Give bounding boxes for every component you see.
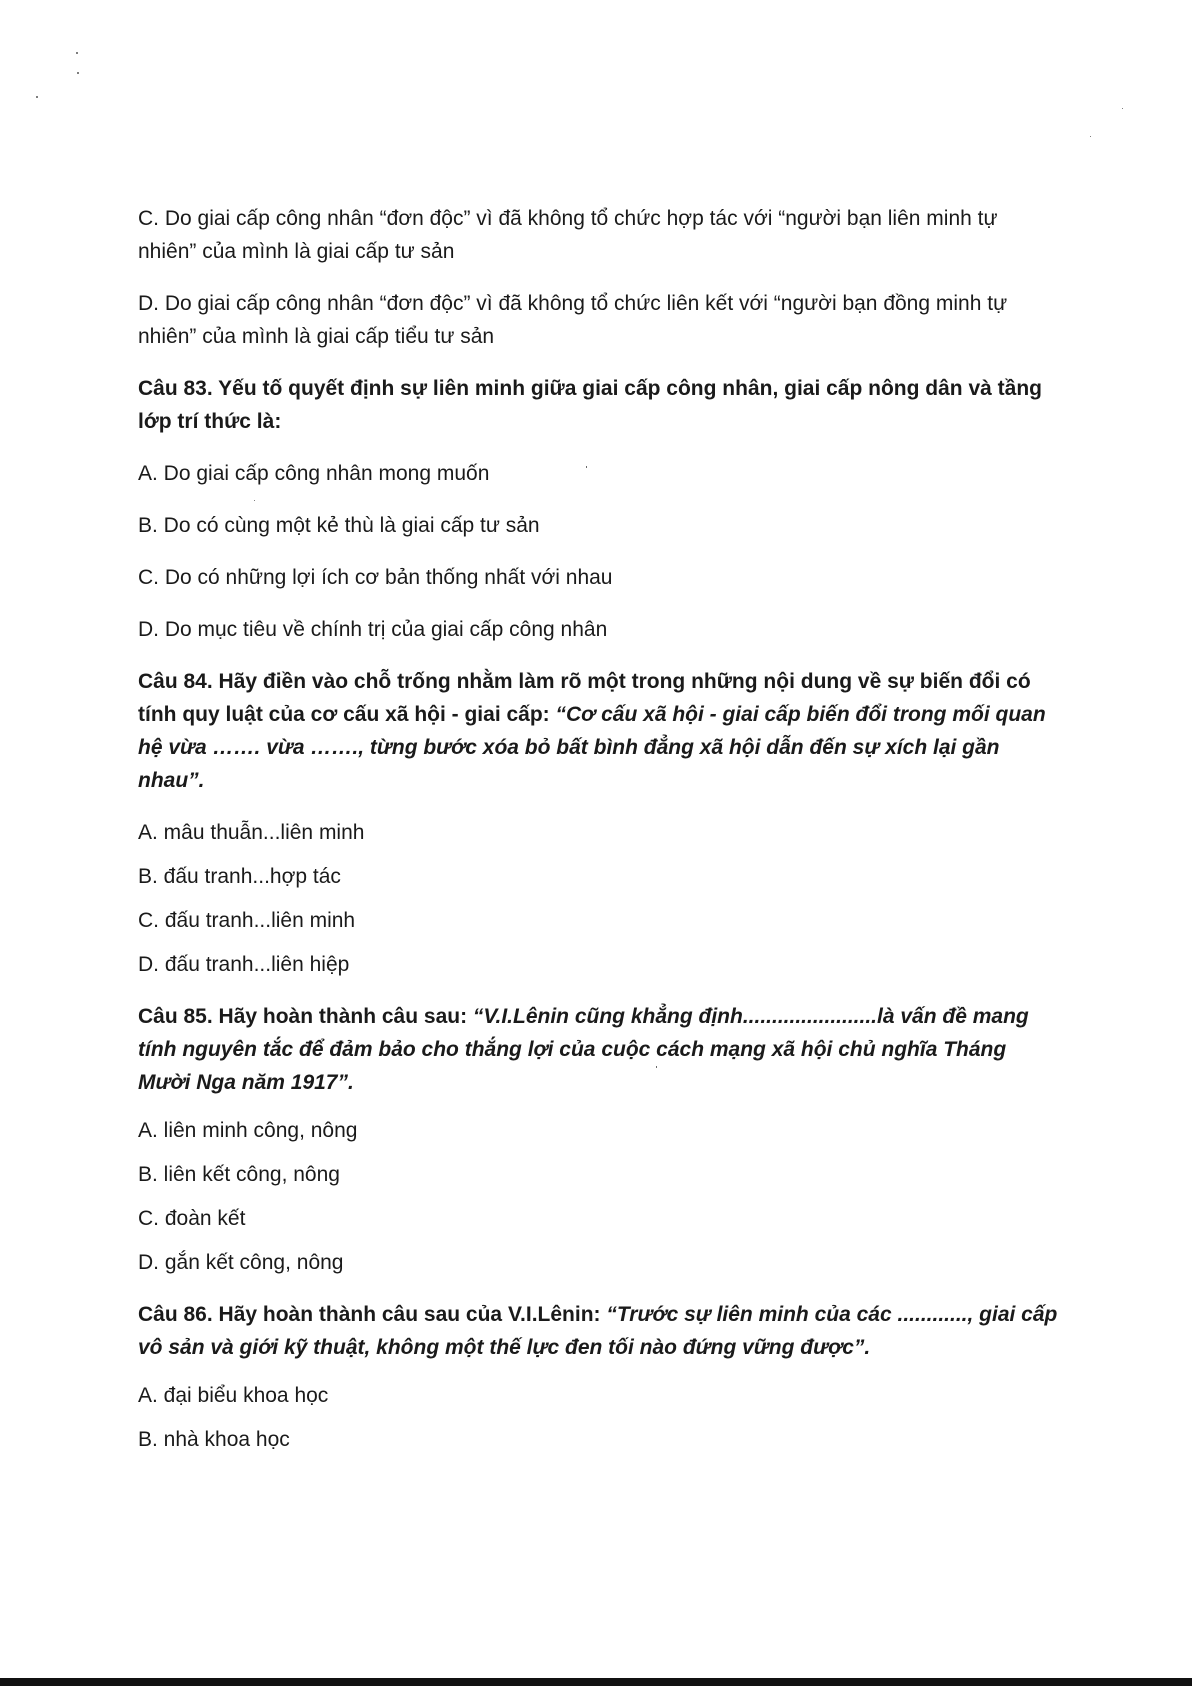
document-body bbox=[138, 202, 1060, 1467]
q83-option-d: D. Do mục tiêu về chính trị của giai cấp công nhân bbox=[138, 618, 608, 641]
q85-option-b: B. liên kết công, nông bbox=[138, 1163, 340, 1186]
q84-option-c: C. đấu tranh...liên minh bbox=[138, 909, 356, 932]
question-83: Câu 83. Yếu tố quyết định sự liên minh giữa giai cấp công nhân, giai cấp nông dân và tầng lớp trí thức là: bbox=[138, 377, 1042, 433]
question-86-lead: Câu 86. Hãy hoàn thành câu sau của V.I.Lênin: bbox=[138, 1303, 607, 1326]
scan-bottom-edge bbox=[0, 1678, 1192, 1686]
question-85-quote: “V.I.Lênin cũng khẳng định.......................là vấn đề mang tính nguyên tắc để đảm bảo cho thắng lợi của cuộc cách mạng xã hội chủ nghĩa Tháng Mười Nga năm 1917”. bbox=[138, 1005, 1029, 1094]
q85-option-d: D. gắn kết công, nông bbox=[138, 1251, 344, 1274]
q85-option-a: A. liên minh công, nông bbox=[138, 1119, 358, 1142]
q83-option-b: B. Do có cùng một kẻ thù là giai cấp tư sản bbox=[138, 514, 540, 537]
q83-option-a: A. Do giai cấp công nhân mong muốn bbox=[138, 462, 490, 485]
scan-speck bbox=[1122, 108, 1123, 109]
scan-speck bbox=[76, 52, 78, 54]
question-84 bbox=[138, 665, 1060, 797]
q84-option-a: A. mâu thuẫn...liên minh bbox=[138, 821, 365, 844]
question-84-quote: “Cơ cấu xã hội - giai cấp biến đổi trong mối quan hệ vừa ……. vừa ……., từng bước xóa bỏ bất bình đẳng xã hội dẫn đến sự xích lại gần nhau”. bbox=[138, 703, 1046, 792]
q84-option-d: D. đấu tranh...liên hiệp bbox=[138, 953, 350, 976]
q86-option-a: A. đại biểu khoa học bbox=[138, 1384, 329, 1407]
scan-speck bbox=[77, 72, 79, 74]
q85-option-c: C. đoàn kết bbox=[138, 1207, 246, 1230]
question-84-lead: Câu 84. Hãy điền vào chỗ trống nhằm làm rõ một trong những nội dung về sự biến đổi có tính quy luật của cơ cấu xã hội - giai cấp: bbox=[138, 670, 1031, 726]
answer-option-d-q82: D. Do giai cấp công nhân “đơn độc” vì đã không tổ chức liên kết với “người bạn đồng minh tự nhiên” của mình là giai cấp tiểu tư sản bbox=[138, 292, 1008, 348]
question-85-lead: Câu 85. Hãy hoàn thành câu sau: bbox=[138, 1005, 473, 1028]
q83-option-c: C. Do có những lợi ích cơ bản thống nhất với nhau bbox=[138, 566, 613, 589]
question-85 bbox=[138, 1000, 1060, 1099]
scan-speck bbox=[36, 96, 38, 98]
question-86 bbox=[138, 1298, 1060, 1364]
q86-option-b: B. nhà khoa học bbox=[138, 1428, 290, 1451]
scan-speck bbox=[1090, 136, 1091, 137]
q84-option-b: B. đấu tranh...hợp tác bbox=[138, 865, 341, 888]
answer-option-c-q82: C. Do giai cấp công nhân “đơn độc” vì đã không tổ chức hợp tác với “người bạn liên minh tự nhiên” của mình là giai cấp tư sản bbox=[138, 207, 998, 263]
question-86-quote: “Trước sự liên minh của các ............, giai cấp vô sản và giới kỹ thuật, không một thế lực đen tối nào đứng vững được”. bbox=[138, 1303, 1058, 1359]
